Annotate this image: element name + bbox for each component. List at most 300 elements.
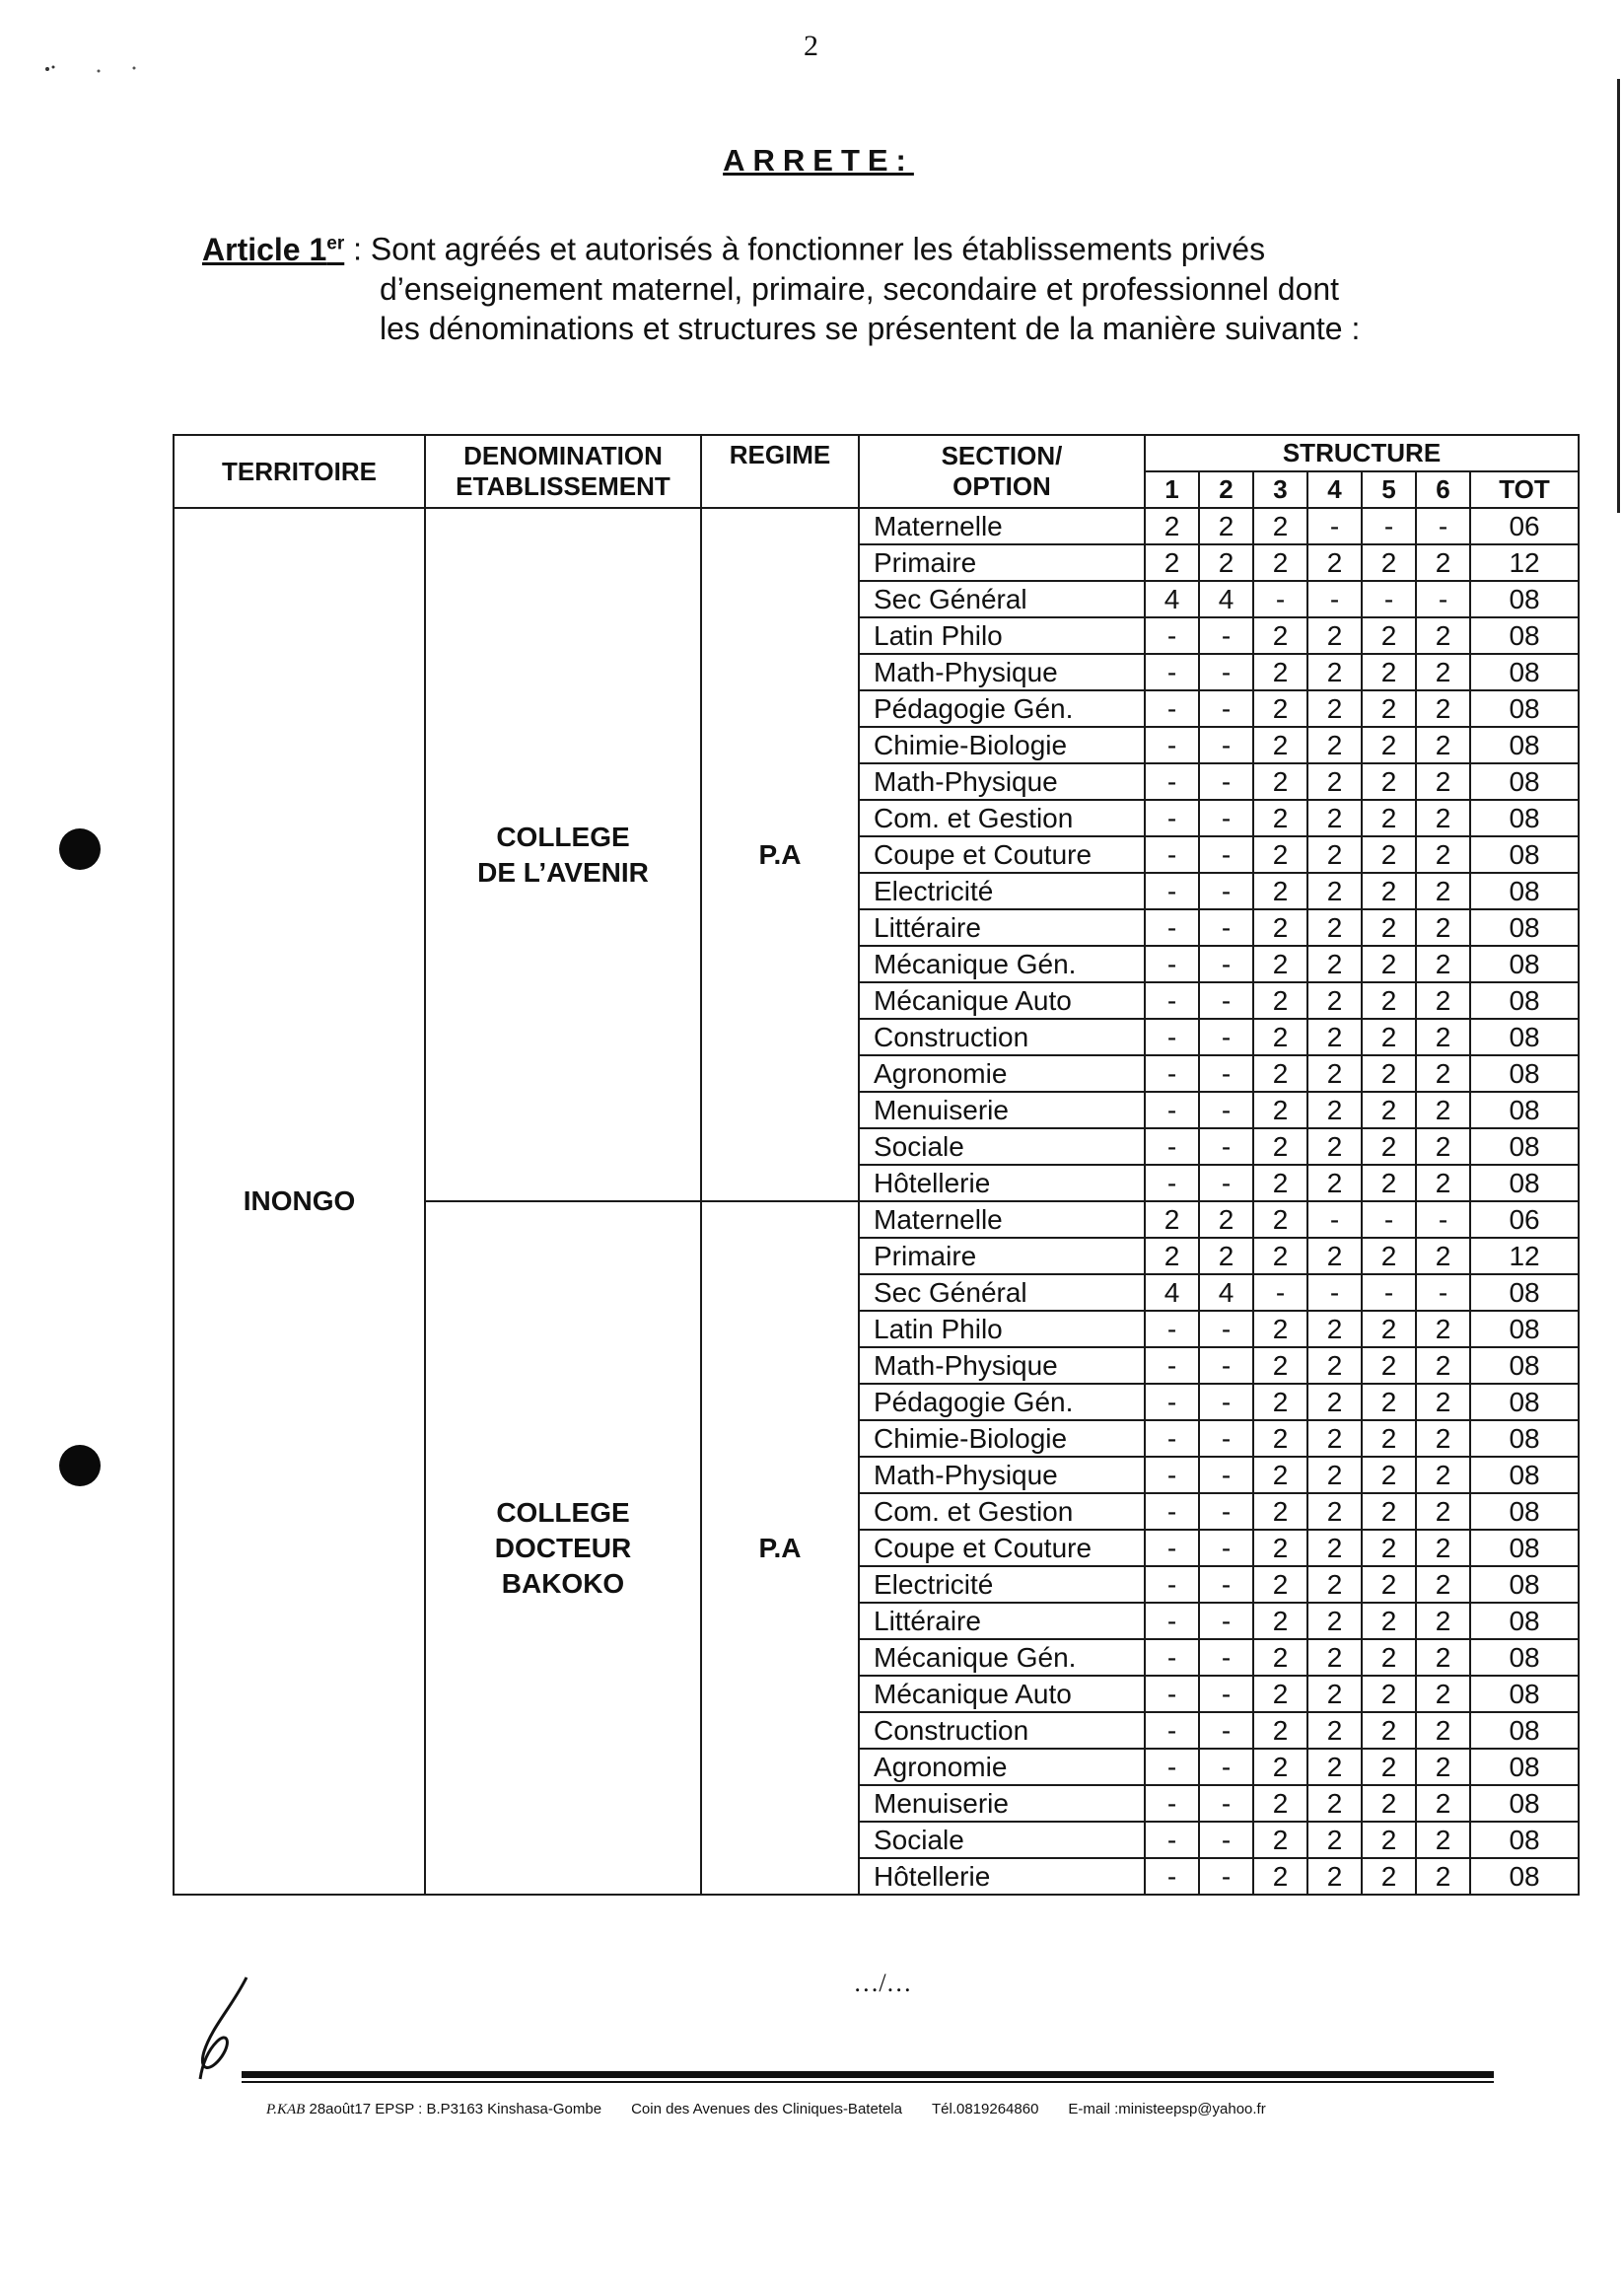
total-cell: 12 [1470, 1238, 1579, 1274]
header-col-4: 4 [1307, 471, 1362, 508]
class-count-cell: 2 [1253, 508, 1307, 544]
class-count-cell: 2 [1307, 873, 1362, 909]
page-number: 2 [804, 30, 818, 62]
class-count-cell: 2 [1362, 727, 1416, 763]
class-count-cell: 2 [1307, 909, 1362, 946]
total-cell: 08 [1470, 1493, 1579, 1530]
footer-rule-thin [242, 2081, 1494, 2083]
class-count-cell: 4 [1145, 1274, 1199, 1311]
class-count-cell: 2 [1362, 1603, 1416, 1639]
class-count-cell: 2 [1253, 1311, 1307, 1347]
class-count-cell: 2 [1362, 909, 1416, 946]
class-count-cell: 2 [1416, 1347, 1470, 1384]
class-count-cell: 2 [1199, 1201, 1253, 1238]
class-count-cell: 2 [1253, 982, 1307, 1019]
class-count-cell: 2 [1362, 763, 1416, 800]
class-count-cell: 2 [1416, 1749, 1470, 1785]
class-count-cell: - [1199, 1055, 1253, 1092]
class-count-cell: - [1145, 1493, 1199, 1530]
section-cell: Sociale [859, 1128, 1145, 1165]
decree-heading: ARRETE: [723, 143, 914, 178]
class-count-cell: 2 [1307, 1311, 1362, 1347]
class-count-cell: 2 [1307, 836, 1362, 873]
section-cell: Coupe et Couture [859, 1530, 1145, 1566]
punch-hole-top [59, 828, 101, 870]
total-cell: 08 [1470, 1019, 1579, 1055]
article-label: Article 1er [202, 231, 345, 267]
table-row [174, 508, 1579, 544]
class-count-cell: 2 [1253, 1165, 1307, 1201]
class-count-cell: 2 [1416, 1128, 1470, 1165]
scan-artifact [39, 59, 158, 79]
class-count-cell: 2 [1307, 1420, 1362, 1457]
class-count-cell: 2 [1416, 1165, 1470, 1201]
class-count-cell: 2 [1307, 690, 1362, 727]
header-col-tot: TOT [1470, 471, 1579, 508]
total-cell: 08 [1470, 1566, 1579, 1603]
section-cell: Littéraire [859, 909, 1145, 946]
class-count-cell: - [1199, 836, 1253, 873]
class-count-cell: 2 [1253, 1785, 1307, 1822]
header-col-3: 3 [1253, 471, 1307, 508]
total-cell: 08 [1470, 1420, 1579, 1457]
class-count-cell: 2 [1362, 1493, 1416, 1530]
class-count-cell: 2 [1199, 508, 1253, 544]
class-count-cell: - [1307, 508, 1362, 544]
header-col-6: 6 [1416, 471, 1470, 508]
total-cell: 08 [1470, 1749, 1579, 1785]
class-count-cell: 2 [1416, 1639, 1470, 1676]
class-count-cell: 2 [1416, 727, 1470, 763]
class-count-cell: - [1362, 581, 1416, 617]
header-section-option: SECTION/ OPTION [859, 435, 1145, 508]
class-count-cell: - [1145, 836, 1199, 873]
total-cell: 08 [1470, 1676, 1579, 1712]
class-count-cell: - [1199, 1128, 1253, 1165]
article-colon: : [344, 231, 371, 267]
class-count-cell: 2 [1362, 617, 1416, 654]
class-count-cell: 2 [1253, 800, 1307, 836]
total-cell: 08 [1470, 727, 1579, 763]
total-cell: 08 [1470, 800, 1579, 836]
class-count-cell: 2 [1307, 1384, 1362, 1420]
class-count-cell: - [1145, 1603, 1199, 1639]
class-count-cell: 2 [1253, 690, 1307, 727]
total-cell: 08 [1470, 763, 1579, 800]
class-count-cell: 2 [1307, 1785, 1362, 1822]
class-count-cell: - [1199, 727, 1253, 763]
class-count-cell: - [1145, 654, 1199, 690]
class-count-cell: - [1145, 727, 1199, 763]
class-count-cell: 2 [1416, 1493, 1470, 1530]
section-cell: Latin Philo [859, 1311, 1145, 1347]
class-count-cell: - [1362, 1274, 1416, 1311]
class-count-cell: 2 [1307, 1493, 1362, 1530]
class-count-cell: - [1199, 946, 1253, 982]
class-count-cell: 2 [1362, 946, 1416, 982]
class-count-cell: 4 [1199, 1274, 1253, 1311]
class-count-cell: - [1307, 581, 1362, 617]
class-count-cell: 2 [1362, 1566, 1416, 1603]
class-count-cell: - [1145, 800, 1199, 836]
section-cell: Littéraire [859, 1603, 1145, 1639]
class-count-cell: - [1416, 508, 1470, 544]
total-cell: 08 [1470, 1128, 1579, 1165]
header-col-1: 1 [1145, 471, 1199, 508]
class-count-cell: 2 [1253, 1420, 1307, 1457]
total-cell: 06 [1470, 1201, 1579, 1238]
section-cell: Menuiserie [859, 1785, 1145, 1822]
section-cell: Hôtellerie [859, 1858, 1145, 1895]
total-cell: 08 [1470, 873, 1579, 909]
class-count-cell: 2 [1145, 544, 1199, 581]
class-count-cell: - [1199, 1420, 1253, 1457]
class-count-cell: - [1199, 1785, 1253, 1822]
class-count-cell: - [1145, 1128, 1199, 1165]
class-count-cell: 2 [1307, 1858, 1362, 1895]
class-count-cell: - [1416, 1201, 1470, 1238]
class-count-cell: 2 [1253, 1019, 1307, 1055]
class-count-cell: 2 [1416, 1311, 1470, 1347]
punch-hole-bottom [59, 1445, 101, 1486]
class-count-cell: - [1199, 1493, 1253, 1530]
class-count-cell: 2 [1416, 873, 1470, 909]
class-count-cell: 2 [1362, 1785, 1416, 1822]
class-count-cell: 2 [1145, 1201, 1199, 1238]
total-cell: 08 [1470, 1530, 1579, 1566]
class-count-cell: 2 [1307, 1639, 1362, 1676]
class-count-cell: 2 [1253, 1749, 1307, 1785]
class-count-cell: - [1199, 617, 1253, 654]
class-count-cell: 2 [1362, 1019, 1416, 1055]
class-count-cell: 2 [1416, 1238, 1470, 1274]
class-count-cell: - [1145, 873, 1199, 909]
class-count-cell: 2 [1307, 1676, 1362, 1712]
class-count-cell: 2 [1253, 909, 1307, 946]
regime-cell: P.A [701, 1201, 859, 1895]
class-count-cell: 2 [1416, 1457, 1470, 1493]
class-count-cell: 2 [1362, 1712, 1416, 1749]
total-cell: 08 [1470, 1785, 1579, 1822]
total-cell: 08 [1470, 1712, 1579, 1749]
footer [266, 2101, 1499, 2118]
class-count-cell: - [1199, 1566, 1253, 1603]
class-count-cell: - [1199, 1092, 1253, 1128]
class-count-cell: - [1199, 1384, 1253, 1420]
class-count-cell: 2 [1416, 1676, 1470, 1712]
class-count-cell: - [1199, 1311, 1253, 1347]
footer-rule [242, 2071, 1494, 2078]
class-count-cell: 2 [1362, 1055, 1416, 1092]
class-count-cell: 4 [1199, 581, 1253, 617]
total-cell: 08 [1470, 1603, 1579, 1639]
class-count-cell: 2 [1253, 1712, 1307, 1749]
class-count-cell: - [1253, 581, 1307, 617]
class-count-cell: - [1145, 1566, 1199, 1603]
article-1 [202, 225, 1454, 347]
header-denomination: DENOMINATION ETABLISSEMENT [425, 435, 701, 508]
class-count-cell: 2 [1362, 873, 1416, 909]
class-count-cell: 2 [1362, 1165, 1416, 1201]
class-count-cell: 2 [1362, 1347, 1416, 1384]
class-count-cell: - [1307, 1201, 1362, 1238]
class-count-cell: 2 [1307, 1165, 1362, 1201]
class-count-cell: 2 [1307, 1055, 1362, 1092]
section-cell: Maternelle [859, 1201, 1145, 1238]
class-count-cell: 2 [1362, 1420, 1416, 1457]
table-body [174, 508, 1579, 1895]
class-count-cell: - [1145, 763, 1199, 800]
total-cell: 08 [1470, 581, 1579, 617]
class-count-cell: 2 [1253, 1676, 1307, 1712]
territoire-cell: INONGO [174, 508, 425, 1895]
section-cell: Primaire [859, 544, 1145, 581]
class-count-cell: - [1199, 1165, 1253, 1201]
class-count-cell: - [1145, 946, 1199, 982]
class-count-cell: 2 [1253, 946, 1307, 982]
class-count-cell: 2 [1253, 1530, 1307, 1566]
class-count-cell: 2 [1416, 909, 1470, 946]
total-cell: 08 [1470, 1858, 1579, 1895]
class-count-cell: 2 [1307, 1749, 1362, 1785]
class-count-cell: 2 [1253, 1128, 1307, 1165]
class-count-cell: - [1145, 1347, 1199, 1384]
class-count-cell: 2 [1362, 1858, 1416, 1895]
class-count-cell: 2 [1416, 763, 1470, 800]
class-count-cell: - [1145, 1457, 1199, 1493]
section-cell: Coupe et Couture [859, 836, 1145, 873]
total-cell: 08 [1470, 1092, 1579, 1128]
section-cell: Chimie-Biologie [859, 1420, 1145, 1457]
total-cell: 08 [1470, 1822, 1579, 1858]
section-cell: Mécanique Gén. [859, 1639, 1145, 1676]
section-cell: Com. et Gestion [859, 800, 1145, 836]
class-count-cell: 2 [1416, 1092, 1470, 1128]
header-col-5: 5 [1362, 471, 1416, 508]
class-count-cell: 2 [1416, 1603, 1470, 1639]
class-count-cell: 2 [1253, 1055, 1307, 1092]
class-count-cell: - [1199, 1676, 1253, 1712]
class-count-cell: 2 [1307, 1238, 1362, 1274]
signature-mark [192, 1973, 261, 2081]
section-cell: Mécanique Auto [859, 982, 1145, 1019]
class-count-cell: 2 [1416, 1785, 1470, 1822]
class-count-cell: 2 [1307, 763, 1362, 800]
class-count-cell: 2 [1416, 1858, 1470, 1895]
class-count-cell: - [1199, 1019, 1253, 1055]
section-cell: Sec Général [859, 1274, 1145, 1311]
class-count-cell: 2 [1362, 654, 1416, 690]
total-cell: 08 [1470, 690, 1579, 727]
class-count-cell: - [1145, 1092, 1199, 1128]
class-count-cell: - [1199, 873, 1253, 909]
class-count-cell: - [1199, 654, 1253, 690]
class-count-cell: 2 [1253, 1201, 1307, 1238]
class-count-cell: - [1362, 508, 1416, 544]
class-count-cell: - [1199, 1639, 1253, 1676]
section-cell: Com. et Gestion [859, 1493, 1145, 1530]
class-count-cell: - [1416, 581, 1470, 617]
header-territoire: TERRITOIRE [174, 435, 425, 508]
class-count-cell: - [1199, 982, 1253, 1019]
total-cell: 06 [1470, 508, 1579, 544]
section-cell: Electricité [859, 1566, 1145, 1603]
section-cell: Sociale [859, 1822, 1145, 1858]
class-count-cell: 2 [1307, 800, 1362, 836]
class-count-cell: 2 [1362, 1639, 1416, 1676]
class-count-cell: 2 [1416, 690, 1470, 727]
class-count-cell: 2 [1416, 800, 1470, 836]
section-cell: Math-Physique [859, 1347, 1145, 1384]
total-cell: 08 [1470, 1055, 1579, 1092]
section-cell: Electricité [859, 873, 1145, 909]
class-count-cell: 2 [1145, 508, 1199, 544]
class-count-cell: 2 [1253, 1092, 1307, 1128]
class-count-cell: - [1199, 1822, 1253, 1858]
class-count-cell: 2 [1253, 763, 1307, 800]
class-count-cell: - [1199, 1603, 1253, 1639]
header-structure: STRUCTURE [1145, 435, 1579, 471]
section-cell: Math-Physique [859, 654, 1145, 690]
class-count-cell: - [1362, 1201, 1416, 1238]
total-cell: 08 [1470, 982, 1579, 1019]
class-count-cell: 2 [1253, 873, 1307, 909]
class-count-cell: 2 [1253, 544, 1307, 581]
class-count-cell: 2 [1416, 1566, 1470, 1603]
class-count-cell: 2 [1253, 1603, 1307, 1639]
section-cell: Construction [859, 1712, 1145, 1749]
class-count-cell: 2 [1253, 1566, 1307, 1603]
class-count-cell: 2 [1362, 1530, 1416, 1566]
class-count-cell: 2 [1416, 982, 1470, 1019]
class-count-cell: - [1145, 1749, 1199, 1785]
class-count-cell: 2 [1307, 1822, 1362, 1858]
class-count-cell: - [1199, 1858, 1253, 1895]
regime-cell: P.A [701, 508, 859, 1201]
class-count-cell: - [1145, 617, 1199, 654]
class-count-cell: - [1145, 1785, 1199, 1822]
section-cell: Sec Général [859, 581, 1145, 617]
class-count-cell: - [1145, 1822, 1199, 1858]
section-cell: Pédagogie Gén. [859, 1384, 1145, 1420]
class-count-cell: - [1145, 1384, 1199, 1420]
class-count-cell: - [1199, 1530, 1253, 1566]
class-count-cell: - [1145, 1676, 1199, 1712]
class-count-cell: 2 [1253, 617, 1307, 654]
class-count-cell: 2 [1307, 946, 1362, 982]
class-count-cell: - [1416, 1274, 1470, 1311]
class-count-cell: - [1199, 690, 1253, 727]
class-count-cell: - [1145, 1858, 1199, 1895]
class-count-cell: 2 [1362, 1092, 1416, 1128]
class-count-cell: 2 [1362, 1457, 1416, 1493]
article-line-3: les dénominations et structures se présentent de la manière suivante : [380, 310, 1361, 346]
establishment-name: COLLEGE DE L’AVENIR [425, 508, 701, 1201]
class-count-cell: 2 [1307, 1566, 1362, 1603]
total-cell: 08 [1470, 1639, 1579, 1676]
section-cell: Pédagogie Gén. [859, 690, 1145, 727]
continuation-mark: …/… [853, 1969, 912, 1997]
class-count-cell: 2 [1253, 1639, 1307, 1676]
class-count-cell: 2 [1307, 544, 1362, 581]
class-count-cell: 2 [1362, 1238, 1416, 1274]
section-cell: Mécanique Gén. [859, 946, 1145, 982]
class-count-cell: 2 [1362, 836, 1416, 873]
total-cell: 08 [1470, 1457, 1579, 1493]
section-cell: Hôtellerie [859, 1165, 1145, 1201]
class-count-cell: - [1145, 1165, 1199, 1201]
class-count-cell: 2 [1416, 617, 1470, 654]
class-count-cell: - [1145, 982, 1199, 1019]
class-count-cell: 2 [1362, 1676, 1416, 1712]
class-count-cell: - [1199, 1347, 1253, 1384]
total-cell: 08 [1470, 617, 1579, 654]
class-count-cell: 2 [1362, 1384, 1416, 1420]
class-count-cell: - [1145, 690, 1199, 727]
class-count-cell: - [1253, 1274, 1307, 1311]
section-cell: Chimie-Biologie [859, 727, 1145, 763]
class-count-cell: 2 [1307, 1019, 1362, 1055]
total-cell: 08 [1470, 836, 1579, 873]
header-col-2: 2 [1199, 471, 1253, 508]
class-count-cell: 2 [1253, 1858, 1307, 1895]
class-count-cell: 2 [1416, 836, 1470, 873]
total-cell: 12 [1470, 544, 1579, 581]
class-count-cell: 2 [1307, 617, 1362, 654]
article-line-1: Sont agréés et autorisés à fonctionner les établissements privés [370, 231, 1266, 267]
establishment-name: COLLEGE DOCTEUR BAKOKO [425, 1201, 701, 1895]
class-count-cell: 2 [1416, 946, 1470, 982]
class-count-cell: 2 [1199, 1238, 1253, 1274]
total-cell: 08 [1470, 1311, 1579, 1347]
class-count-cell: 2 [1307, 727, 1362, 763]
class-count-cell: - [1145, 1055, 1199, 1092]
section-cell: Mécanique Auto [859, 1676, 1145, 1712]
class-count-cell: 2 [1416, 544, 1470, 581]
class-count-cell: 2 [1307, 1530, 1362, 1566]
total-cell: 08 [1470, 1384, 1579, 1420]
class-count-cell: 2 [1362, 690, 1416, 727]
total-cell: 08 [1470, 1274, 1579, 1311]
class-count-cell: - [1199, 1712, 1253, 1749]
footer-phone: Tél.0819264860 [931, 2101, 1039, 2117]
class-count-cell: - [1145, 1019, 1199, 1055]
class-count-cell: 4 [1145, 581, 1199, 617]
class-count-cell: - [1145, 1311, 1199, 1347]
class-count-cell: 2 [1416, 654, 1470, 690]
class-count-cell: 2 [1362, 1822, 1416, 1858]
section-cell: Menuiserie [859, 1092, 1145, 1128]
section-cell: Latin Philo [859, 617, 1145, 654]
class-count-cell: 2 [1307, 1347, 1362, 1384]
class-count-cell: - [1199, 763, 1253, 800]
class-count-cell: 2 [1362, 1311, 1416, 1347]
class-count-cell: 2 [1199, 544, 1253, 581]
total-cell: 08 [1470, 1347, 1579, 1384]
class-count-cell: 2 [1416, 1055, 1470, 1092]
total-cell: 08 [1470, 909, 1579, 946]
class-count-cell: 2 [1362, 1128, 1416, 1165]
class-count-cell: 2 [1362, 544, 1416, 581]
section-cell: Math-Physique [859, 763, 1145, 800]
class-count-cell: 2 [1416, 1530, 1470, 1566]
footer-email: E-mail :ministeepsp@yahoo.fr [1068, 2101, 1266, 2117]
class-count-cell: 2 [1416, 1420, 1470, 1457]
class-count-cell: 2 [1307, 654, 1362, 690]
footer-location: Coin des Avenues des Cliniques-Batetela [631, 2101, 902, 2117]
header-regime: REGIME [701, 435, 859, 508]
section-cell: Math-Physique [859, 1457, 1145, 1493]
